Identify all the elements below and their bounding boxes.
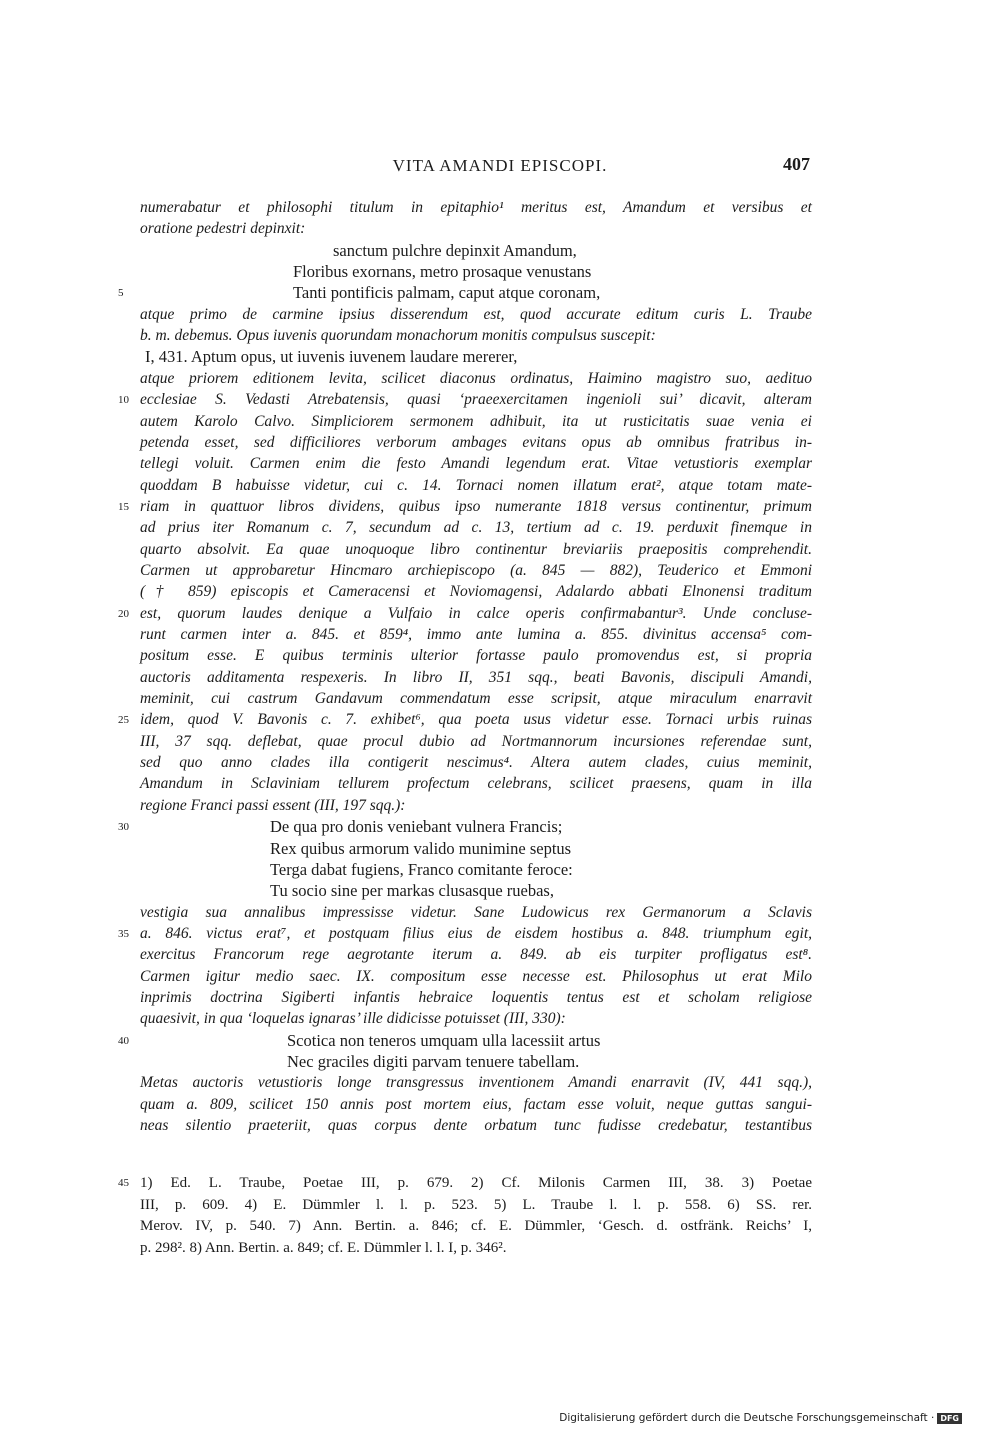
verse-line: Tanti pontificis palmam, caput atque coronam, (293, 283, 601, 303)
footnote-line: 1) Ed. L. Traube, Poetae III, p. 679. 2) Cf. Milonis Carmen III, 38. 3) Poetae (140, 1175, 812, 1191)
text-line: inprimis doctrina Sigiberti infantis hebraice loquentis tentus est et scholam religiose (140, 988, 812, 1006)
text-line: Metas auctoris vetustioris longe transgressus inventionem Amandi enarravit (IV, 441 sqq.), (140, 1074, 812, 1092)
text-line: exercitus Francorum rege aegrotante iterum a. 849. ab eis turpiter profligatus est⁸. (140, 946, 812, 964)
text-line: Carmen ut approbaretur Hincmaro archiepiscopo (a. 845 — 882), Teuderico et Emmoni (140, 561, 812, 579)
verse-line: Tu socio sine per markas clusasque ruebas, (270, 881, 554, 901)
text-line: positum esse. E quibus terminis ulterior fortasse paulo promovendus est, si propria (140, 647, 812, 665)
text-line: quaesivit, in qua ‘loquelas ignaras’ ille didicisse potuisset (III, 330): (140, 1010, 566, 1028)
verse-line: sanctum pulchre depinxit Amandum, (333, 240, 577, 260)
line-number: 40 (118, 1034, 129, 1047)
text-line: idem, quod V. Bavonis c. 7. exhibet⁶, qua poeta usus videtur esse. Tornaci urbis ruinas (140, 711, 812, 729)
verse-line: I, 431. Aptum opus, ut iuvenis iuvenem laudare mererer, (145, 347, 518, 367)
text-line: Carmen igitur medio saec. IX. compositum esse necesse est. Philosophus ut erat Milo (140, 967, 812, 985)
dfg-logo: DFG (937, 1413, 962, 1424)
text-line: ecclesiae S. Vedasti Atrebatensis, quasi ‘praeexercitamen ingenioli sui’ dicavit, alteram (140, 391, 812, 409)
text-line: petenda esset, sed difficiliores verborum ambages evitans opus ab omnibus fratribus in- (140, 433, 812, 451)
credit-text: Digitalisierung gefördert durch die Deutsche Forschungsgemeinschaft · (559, 1412, 935, 1424)
text-line: Amandum in Sclaviniam tellurem profectum celebrans, scilicet praesens, quam in illa (140, 775, 812, 793)
text-line: quam a. 809, scilicet 150 annis post mortem eius, factam esse voluit, neque guttas sangui- (140, 1095, 812, 1113)
text-line: meminit, cui castrum Gandavum commendatum esse scripsit, atque miraculum enarravit (140, 690, 812, 708)
footnote-line: p. 298². 8) Ann. Bertin. a. 849; cf. E. Dümmler l. l. I, p. 346². (140, 1239, 507, 1256)
text-line: († 859) episcopis et Cameracensi et Noviomagensi, Adalardo abbati Elnonensi traditum (140, 583, 812, 601)
text-line: est, quorum laudes denique a Vulfaio in calce operis confirmabantur³. Unde concluse- (140, 604, 812, 622)
line-number: 25 (118, 714, 129, 727)
line-number: 15 (118, 500, 129, 513)
verse-line: Scotica non teneros umquam ulla lacessiit artus (287, 1030, 601, 1050)
running-header-title: VITA AMANDI EPISCOPI. (392, 156, 608, 175)
text-line: quarto absolvit. Ea quae unoquoque libro continentur breviariis praepositis comprehendit. (140, 540, 812, 558)
text-line: neas silentio praeteriit, quas corpus dente orbatum tunc fudisse credebatur, testantibus (140, 1117, 812, 1135)
text-line: atque primo de carmine ipsius disserendum est, quod accurate editum curis L. Traube (140, 305, 812, 323)
text-line: runt carmen inter a. 845. et 859⁴, immo ante lumina a. 855. divinitus accensa⁵ com- (140, 626, 812, 643)
verse-line: Floribus exornans, metro prosaque venustans (293, 262, 592, 282)
line-number: 5 (118, 287, 124, 300)
text-line: III, 37 sqq. deflebat, quae procul dubio ad Nortmannorum incursiones referendae sunt, (140, 732, 812, 750)
text-line: ad prius iter Romanum c. 7, secundum ad c. 13, tertium ad c. 19. perduxit finemque in (140, 519, 812, 537)
text-line: auctoris additamenta respexeris. In libro II, 351 sqq., beati Bavonis, discipuli Amandi, (140, 668, 812, 686)
text-line: autem Karolo Calvo. Simpliciorem sermonem adhibuit, ita ut rusticitatis suae venia ei (140, 412, 812, 430)
line-number: 35 (118, 927, 129, 940)
line-number: 10 (118, 394, 129, 407)
verse-line: Rex quibus armorum valido munimine septus (270, 838, 572, 858)
verse-line: Nec graciles digiti parvam tenuere tabellam. (287, 1052, 580, 1071)
text-line: atque priorem editionem levita, scilicet diaconus ordinatus, Haimino magistro suo, aedituo (140, 369, 812, 387)
footnote-line: III, p. 609. 4) E. Dümmler l. l. p. 523. 5) L. Traube l. l. p. 558. 6) SS. rer. (140, 1196, 812, 1213)
text-line: b. m. debemus. Opus iuvenis quorundam monachorum monitis compulsus suscepit: (140, 327, 656, 345)
line-number: 45 (118, 1177, 129, 1189)
text-line: regione Franci passi essent (III, 197 sqq.): (140, 796, 406, 814)
line-number: 20 (118, 607, 129, 620)
text-line: a. 846. victus erat⁷, et postquam filius eius de eisdem hostibus a. 848. triumphum egit, (140, 924, 812, 942)
verse-line: De qua pro donis veniebant vulnera Francis; (270, 817, 563, 837)
text-line: sed quo anno clades illa contigerit nescimus⁴. Altera autem clades, cuius meminit, (140, 754, 812, 772)
line-number: 30 (118, 821, 129, 834)
text-line: tellegi voluit. Carmen enim die festo Amandi legendum erat. Vitae vetustioris exemplar (140, 455, 812, 473)
text-line: numerabatur et philosophi titulum in epitaphio¹ meritus est, Amandum et versibus et (140, 199, 812, 216)
text-line: quoddam B habuisse videtur, cui c. 14. Tornaci nomen illatum erat², atque totam mate- (140, 476, 812, 494)
page-number: 407 (783, 154, 810, 174)
text-line: oratione pedestri depinxit: (140, 220, 306, 238)
text-line: riam in quattuor libros dividens, quibus ipso numerante 1818 versus continentur, primum (140, 497, 812, 515)
verse-line: Terga dabat fugiens, Franco comitante feroce: (270, 859, 573, 879)
digitization-credit (559, 1412, 962, 1424)
text-line: vestigia sua annalibus impressisse videtur. Sane Ludowicus rex Germanorum a Sclavis (140, 903, 812, 921)
footnote-line: Merov. IV, p. 540. 7) Ann. Bertin. a. 846; cf. E. Dümmler, ‘Gesch. d. ostfränk. Reichs’ I, (140, 1218, 812, 1234)
